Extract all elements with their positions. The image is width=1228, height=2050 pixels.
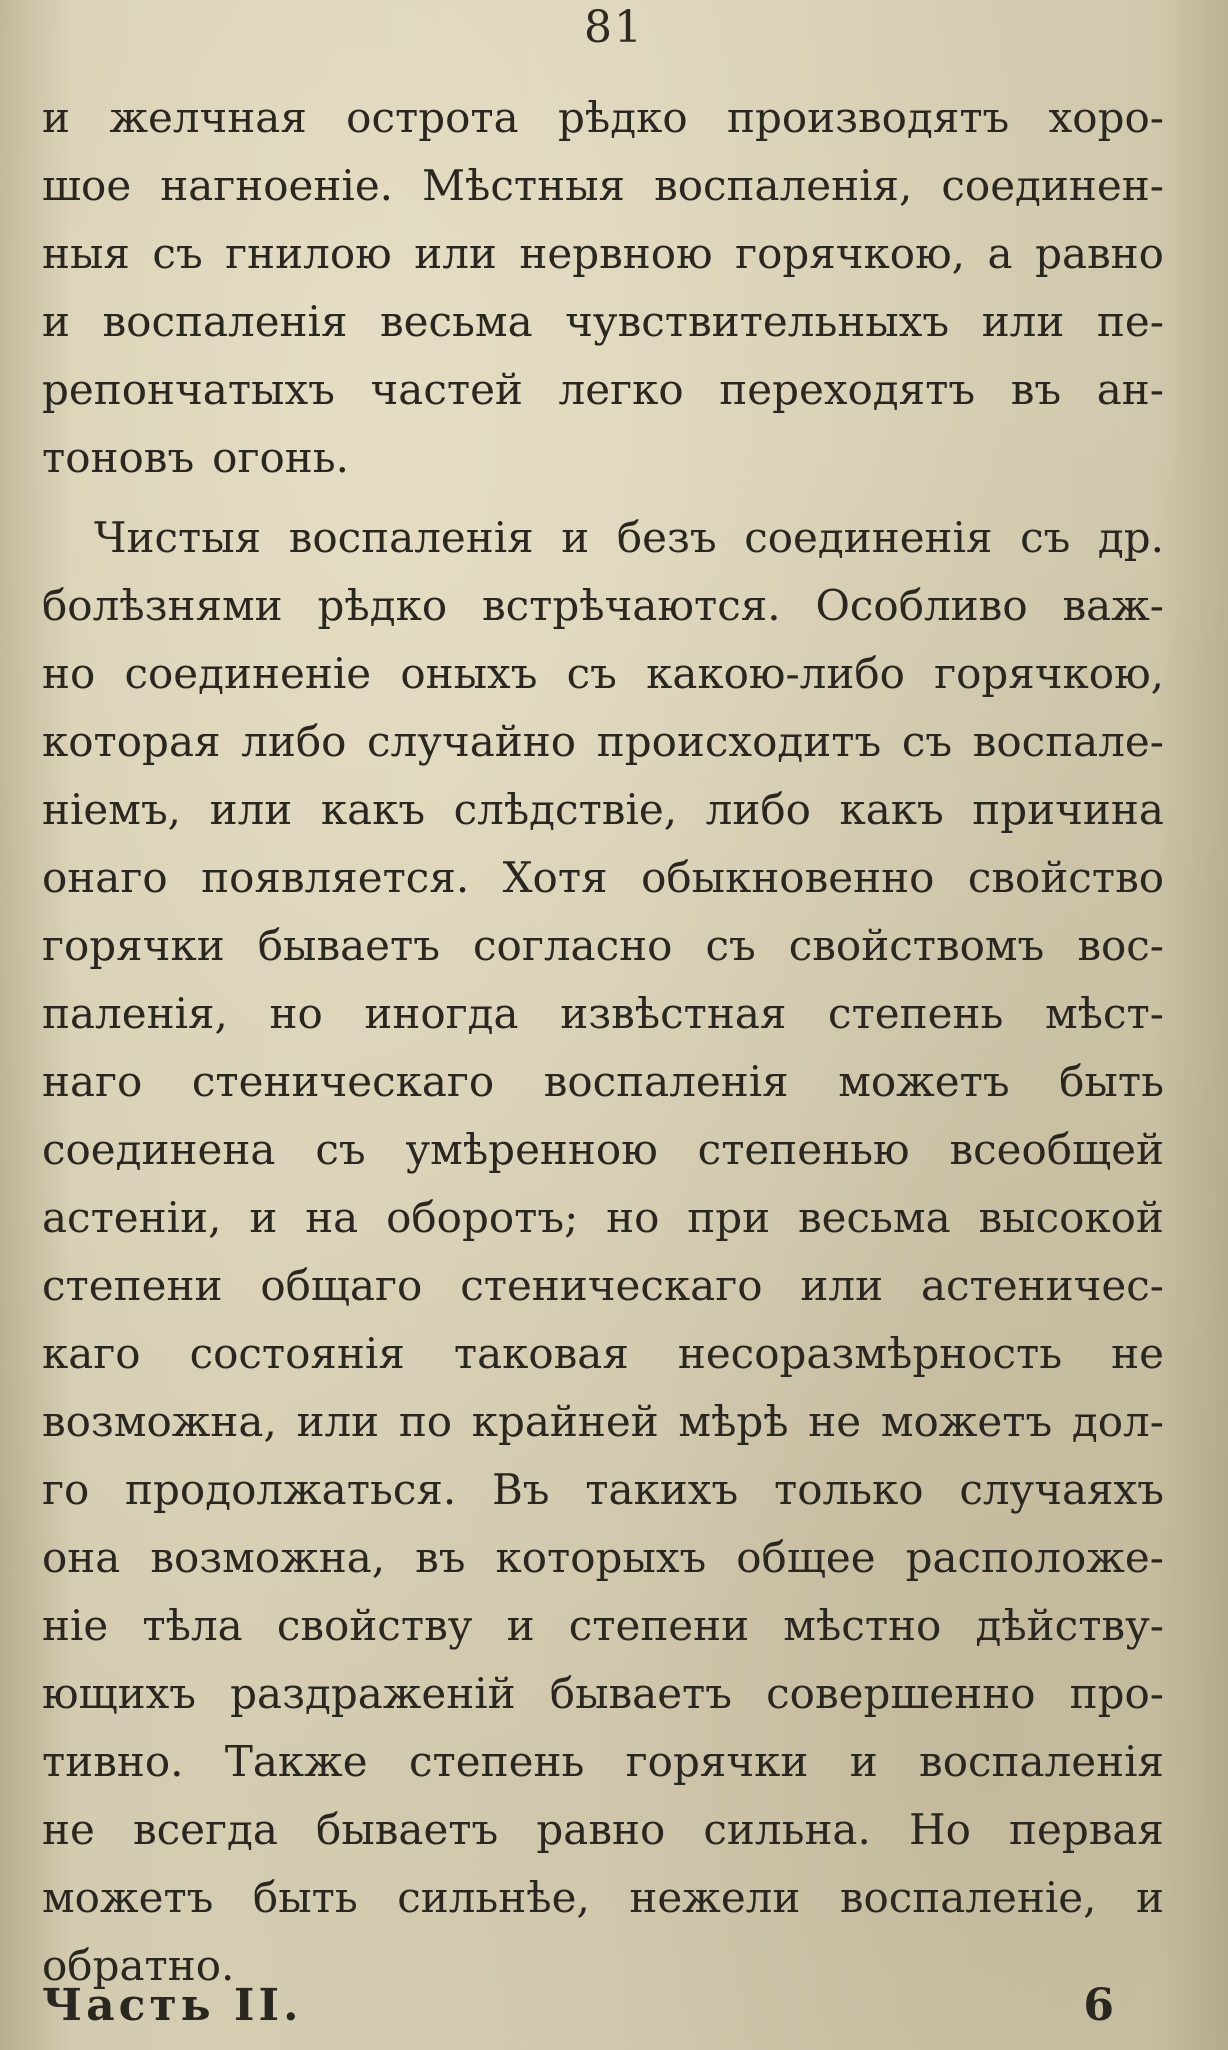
word: сильна.	[703, 1805, 871, 1854]
text-line	[42, 1728, 1164, 1796]
word: репончатыхъ	[42, 365, 335, 414]
word: которая	[42, 717, 221, 766]
word: дѣйству-	[975, 1601, 1164, 1650]
text-line	[42, 424, 1164, 492]
word: расположе-	[905, 1533, 1164, 1582]
sheet-number: 6	[1083, 1979, 1114, 2031]
word: Особливо	[815, 581, 1028, 630]
text-line	[42, 1456, 1164, 1524]
word: огонь.	[212, 433, 349, 482]
word: появляется.	[201, 853, 470, 902]
word: паленія,	[42, 989, 228, 1038]
word: общаго	[260, 1261, 423, 1310]
word: всеобщей	[949, 1125, 1164, 1174]
word: съ	[315, 1125, 366, 1174]
page-footer	[42, 1975, 1114, 2035]
word: какъ	[839, 785, 944, 834]
word: воспаленія	[102, 297, 348, 346]
word: и	[849, 1737, 878, 1786]
word: съ	[152, 229, 203, 278]
word: и	[561, 513, 590, 562]
word: мѣрѣ	[678, 1397, 789, 1446]
word: съ	[901, 717, 953, 766]
word: равно	[1035, 229, 1164, 278]
word: чувствительныхъ	[565, 297, 950, 346]
word: быть	[1059, 1057, 1164, 1106]
word: важ-	[1062, 581, 1164, 630]
word: безъ	[616, 513, 717, 562]
word: или	[296, 1397, 380, 1446]
word: нагноеніе.	[160, 161, 394, 210]
word: горячкою,	[735, 229, 966, 278]
word: высокой	[978, 1193, 1164, 1242]
word: соединеніе	[124, 649, 372, 698]
word: иногда	[364, 989, 519, 1038]
word: Мѣстныя	[422, 161, 626, 210]
word: мѣст-	[1045, 989, 1164, 1038]
word: тоновъ	[42, 433, 195, 482]
word: вос-	[1077, 921, 1164, 970]
text-line	[42, 1864, 1164, 1932]
word: только	[773, 1465, 924, 1514]
word: при	[687, 1193, 771, 1242]
body-text	[42, 84, 1164, 2000]
word: оныхъ	[400, 649, 538, 698]
word: либо	[241, 717, 347, 766]
text-line	[42, 220, 1164, 288]
word: рѣдко	[317, 581, 448, 630]
word: горячки	[625, 1737, 809, 1786]
text-line	[42, 84, 1164, 152]
word: умѣренною	[405, 1125, 658, 1174]
word: горячки	[42, 921, 225, 970]
word: астеніи,	[42, 1193, 222, 1242]
word: шое	[42, 161, 132, 210]
word: либо	[705, 785, 811, 834]
paragraph-2	[42, 504, 1164, 2000]
text-line	[42, 356, 1164, 424]
word: весьма	[380, 297, 533, 346]
word: соединенія	[744, 513, 993, 562]
word: она	[42, 1533, 121, 1582]
word: бываетъ	[316, 1805, 499, 1854]
word: съ	[705, 921, 756, 970]
word: не	[1111, 1329, 1164, 1378]
text-line	[42, 1252, 1164, 1320]
word: въ	[1010, 365, 1062, 414]
part-signature: Часть II.	[42, 1979, 303, 2031]
word: частей	[370, 365, 523, 414]
word: слѣдствіе,	[453, 785, 678, 834]
word: въ	[415, 1533, 466, 1582]
text-line	[42, 1524, 1164, 1592]
word: воспаленія	[543, 1057, 789, 1106]
word: несоразмѣрность	[677, 1329, 1063, 1378]
word: соединена	[42, 1125, 276, 1174]
word: которыхъ	[495, 1533, 707, 1582]
word: встрѣчаются.	[482, 581, 781, 630]
word: наго	[42, 1057, 143, 1106]
text-line	[42, 504, 1164, 572]
word: какою-либо	[646, 649, 905, 698]
text-line	[42, 288, 1164, 356]
word: согласно	[473, 921, 673, 970]
word: свойство	[967, 853, 1164, 902]
word: и	[42, 297, 70, 346]
word: астеничес-	[920, 1261, 1164, 1310]
text-line	[42, 152, 1164, 220]
word: легко	[558, 365, 684, 414]
word: переходятъ	[719, 365, 976, 414]
word: Чистыя	[94, 513, 262, 562]
word: Хотя	[502, 853, 608, 902]
text-line	[42, 1048, 1164, 1116]
word: всегда	[132, 1805, 278, 1854]
word: стеническаго	[460, 1261, 763, 1310]
text-line	[42, 1796, 1164, 1864]
word: оборотъ;	[386, 1193, 579, 1242]
word: происходитъ	[596, 717, 882, 766]
word: рѣдко	[558, 93, 688, 142]
word: равно	[536, 1805, 666, 1854]
word: и	[42, 93, 70, 142]
word: съ	[1020, 513, 1071, 562]
word: болѣзнями	[42, 581, 283, 630]
word: горячкою,	[934, 649, 1164, 698]
word: можетъ	[42, 1873, 214, 1922]
word: про-	[1069, 1669, 1164, 1718]
word: Въ	[491, 1465, 550, 1514]
word: Также	[224, 1737, 368, 1786]
word: таковая	[453, 1329, 629, 1378]
word: раздраженій	[230, 1669, 516, 1718]
word: крайней	[471, 1397, 659, 1446]
page-number: 81	[584, 2, 644, 53]
word: или	[414, 229, 497, 278]
word: желчная	[109, 93, 307, 142]
word: совершенно	[766, 1669, 1036, 1718]
word: съ	[566, 649, 617, 698]
word: извѣстная	[560, 989, 787, 1038]
word: гнилою	[225, 229, 392, 278]
word: случаяхъ	[959, 1465, 1164, 1514]
word: пе-	[1096, 297, 1164, 346]
word: можетъ	[880, 1397, 1053, 1446]
word: и	[249, 1193, 278, 1242]
text-line	[42, 1184, 1164, 1252]
word: свойству	[276, 1601, 473, 1650]
word: степенью	[697, 1125, 910, 1174]
word: но	[42, 649, 96, 698]
word: острота	[346, 93, 519, 142]
word: обыкновенно	[641, 853, 935, 902]
word: или	[981, 297, 1065, 346]
word: не	[42, 1805, 95, 1854]
text-line	[42, 1320, 1164, 1388]
word: и	[506, 1601, 535, 1650]
word: каго	[42, 1329, 141, 1378]
word: обратно.	[42, 1941, 235, 1990]
word: стеническаго	[191, 1057, 495, 1106]
word: нежели	[629, 1873, 801, 1922]
word: или	[209, 785, 293, 834]
word: продолжаться.	[125, 1465, 457, 1514]
word: нервною	[519, 229, 713, 278]
word: возможна,	[42, 1397, 277, 1446]
paragraph-1	[42, 84, 1164, 492]
word: и	[1136, 1873, 1164, 1922]
word: ныя	[42, 229, 130, 278]
word: воспаленіе,	[839, 1873, 1097, 1922]
word: но	[606, 1193, 660, 1242]
word: состоянія	[189, 1329, 405, 1378]
text-line	[42, 980, 1164, 1048]
text-line	[42, 1660, 1164, 1728]
text-line	[42, 1116, 1164, 1184]
word: воспаленія	[919, 1737, 1164, 1786]
word: воспаленія	[288, 513, 534, 562]
text-line	[42, 708, 1164, 776]
word: тивно.	[42, 1737, 184, 1786]
word: степень	[409, 1737, 585, 1786]
text-line	[42, 912, 1164, 980]
word: весьма	[798, 1193, 951, 1242]
word: быть	[252, 1873, 358, 1922]
word: воспале-	[972, 717, 1164, 766]
word: ющихъ	[42, 1669, 197, 1718]
word: общее	[736, 1533, 876, 1582]
text-line	[42, 776, 1164, 844]
word: возможна,	[150, 1533, 386, 1582]
word: такихъ	[585, 1465, 739, 1514]
word: какъ	[320, 785, 426, 834]
word: тѣла	[142, 1601, 243, 1650]
word: не	[808, 1397, 862, 1446]
text-line	[42, 1592, 1164, 1660]
word: ніе	[42, 1601, 109, 1650]
word: производятъ	[726, 93, 1010, 142]
word: ніемъ,	[42, 785, 182, 834]
word: го	[42, 1465, 90, 1514]
word: воспаленія,	[654, 161, 913, 210]
word: но	[269, 989, 323, 1038]
word: степени	[568, 1601, 750, 1650]
word: др.	[1097, 513, 1164, 562]
word: дол-	[1071, 1397, 1164, 1446]
word: степень	[828, 989, 1004, 1038]
word: или	[800, 1261, 884, 1310]
word: Но	[908, 1805, 971, 1854]
word: хоро-	[1048, 93, 1164, 142]
word: степени	[42, 1261, 223, 1310]
text-line	[42, 572, 1164, 640]
word: а	[987, 229, 1013, 278]
word: случайно	[367, 717, 577, 766]
word: сильнѣе,	[397, 1873, 590, 1922]
word: соединен-	[941, 161, 1164, 210]
text-line	[42, 844, 1164, 912]
word: ан-	[1096, 365, 1164, 414]
word: бываетъ	[257, 921, 440, 970]
word: на	[305, 1193, 359, 1242]
text-line	[42, 1388, 1164, 1456]
word: свойствомъ	[788, 921, 1045, 970]
word: первая	[1009, 1805, 1164, 1854]
text-line	[42, 640, 1164, 708]
word: причина	[972, 785, 1164, 834]
word: мѣстно	[783, 1601, 942, 1650]
word: бываетъ	[549, 1669, 733, 1718]
word: по	[398, 1397, 453, 1446]
word: онаго	[42, 853, 168, 902]
word: можетъ	[838, 1057, 1010, 1106]
